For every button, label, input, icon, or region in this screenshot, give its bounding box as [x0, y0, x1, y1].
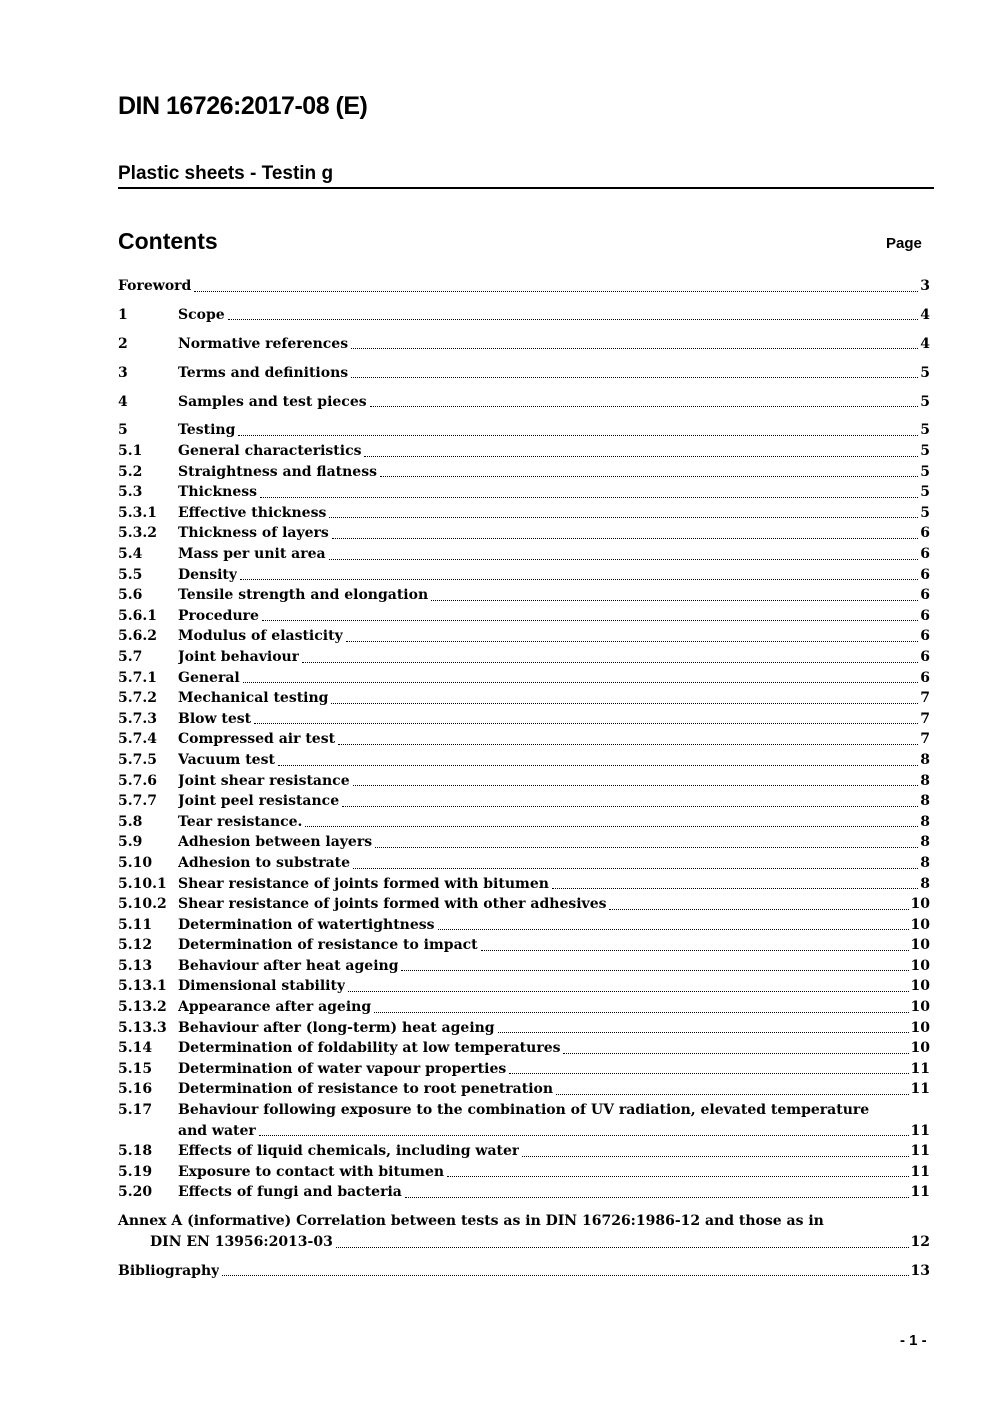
toc-entry[interactable] [118, 523, 930, 544]
contents-heading: Contents [118, 228, 218, 254]
toc-entry-title: Bibliography [118, 1262, 220, 1279]
dot-leader [401, 970, 908, 971]
toc-entry-title: Exposure to contact with bitumen [178, 1163, 445, 1180]
toc-entry[interactable] [118, 709, 930, 730]
toc-entry-number: 5.13.1 [118, 978, 167, 995]
toc-entry-page: 6 [920, 607, 930, 624]
dot-leader [331, 703, 918, 704]
dot-leader [481, 950, 909, 951]
toc-entry-number: 5.10 [118, 854, 153, 871]
toc-entry-number: 5.7.6 [118, 772, 157, 789]
toc-entry-title: Thickness of layers [178, 525, 329, 542]
toc-entry-title: Compressed air test [178, 731, 336, 748]
toc-entry-page: 12 [910, 1233, 930, 1250]
dot-leader [552, 888, 918, 889]
toc-entry[interactable] [118, 276, 930, 297]
dot-leader [329, 559, 919, 560]
toc-entry-number: 5.7.1 [118, 669, 157, 686]
dot-leader [342, 806, 918, 807]
toc-entry-number: 3 [118, 364, 128, 381]
toc-entry[interactable] [118, 626, 930, 647]
toc-entry-number: 1 [118, 306, 128, 323]
dot-leader [243, 682, 919, 683]
toc-entry-page: 10 [910, 937, 930, 954]
dot-leader [438, 929, 909, 930]
dot-leader [370, 406, 919, 407]
toc-entry-title: Behaviour after heat ageing [178, 957, 399, 974]
toc-entry-number: 5.6.1 [118, 607, 157, 624]
toc-entry-title: Effects of fungi and bacteria [178, 1184, 402, 1201]
toc-entry-number: 5.7.3 [118, 710, 157, 727]
toc-entry-number: 5.15 [118, 1060, 153, 1077]
toc-entry-page: 4 [920, 335, 930, 352]
toc-entry-number: 5.17 [118, 1102, 153, 1119]
dot-leader [336, 1247, 909, 1248]
dot-leader [556, 1094, 908, 1095]
toc-entry-number: 5.5 [118, 566, 143, 583]
toc-entry[interactable] [118, 1038, 930, 1059]
toc-entry-title: Scope [178, 306, 225, 323]
toc-entry-page: 8 [920, 875, 930, 892]
dot-leader [609, 909, 908, 910]
toc-entry[interactable] [118, 441, 930, 462]
toc-entry-page: 4 [920, 306, 930, 323]
toc-entry-title: Foreword [118, 278, 192, 294]
toc-entry[interactable] [118, 1141, 930, 1162]
toc-entry-page: 8 [920, 772, 930, 789]
toc-entry[interactable] [118, 647, 930, 668]
toc-entry-title: Effective thickness [178, 504, 327, 521]
document-title: DIN 16726:2017-08 (E) [118, 92, 368, 120]
dot-leader [522, 1156, 908, 1157]
toc-entry[interactable] [118, 915, 930, 936]
toc-entry-number: 5.12 [118, 937, 153, 954]
dot-leader [302, 662, 918, 663]
dot-leader [348, 991, 908, 992]
toc-entry-title: Dimensional stability [178, 978, 346, 995]
toc-entry-title: Behaviour following exposure to the combination of UV radiation, elevated temperature [178, 1102, 870, 1119]
toc-entry-number: 5.3.2 [118, 525, 157, 542]
toc-entry-title: Determination of watertightness [178, 916, 435, 933]
dot-leader [194, 291, 918, 292]
toc-entry-page: 5 [920, 463, 930, 480]
toc-entry-page: 6 [920, 648, 930, 665]
toc-entry-page: 5 [920, 422, 930, 439]
toc-entry-title: Mass per unit area [178, 546, 326, 563]
toc-entry[interactable] [118, 1182, 930, 1203]
toc-entry[interactable] [118, 976, 930, 997]
toc-entry-title: Tear resistance. [178, 813, 303, 830]
toc-entry-title: Joint peel resistance [178, 793, 340, 810]
document-subtitle: Plastic sheets - Testin g [118, 163, 934, 189]
toc-entry-page: 6 [920, 587, 930, 604]
toc-entry-title: Procedure [178, 607, 259, 624]
toc-entry-page: 3 [920, 278, 930, 294]
dot-leader [262, 620, 918, 621]
toc-entry-title: Behaviour after (long-term) heat ageing [178, 1019, 495, 1036]
toc-entry[interactable] [118, 729, 930, 750]
toc-entry[interactable] [118, 392, 930, 413]
dot-leader [374, 1012, 908, 1013]
toc-entry-number: 5.6 [118, 587, 143, 604]
toc-entry-title: Tensile strength and elongation [178, 587, 429, 604]
toc-entry-number: 5.8 [118, 813, 143, 830]
toc-entry[interactable] [118, 812, 930, 833]
dot-leader [332, 538, 918, 539]
toc-entry-title: Shear resistance of joints formed with bitumen [178, 875, 549, 892]
toc-entry-number: 5.14 [118, 1040, 153, 1057]
toc-entry-page: 8 [920, 793, 930, 810]
toc-entry-number: 5.3 [118, 484, 143, 501]
toc-entry-page: 10 [910, 896, 930, 913]
toc-entry-title: General [178, 669, 240, 686]
toc-entry[interactable] [118, 420, 930, 441]
table-of-contents [118, 276, 930, 1281]
toc-entry-number: 5.10.1 [118, 875, 167, 892]
toc-entry-page: 7 [920, 690, 930, 707]
dot-leader [222, 1275, 908, 1276]
toc-entry[interactable] [118, 585, 930, 606]
page-number-footer: - 1 - [900, 1332, 927, 1349]
toc-entry-number: 5.3.1 [118, 504, 157, 521]
toc-entry-page: 10 [910, 916, 930, 933]
toc-entry-line [118, 1100, 930, 1121]
toc-entry-number: 5.20 [118, 1184, 153, 1201]
toc-entry-title: Testing [178, 422, 236, 439]
toc-entry-number: 4 [118, 393, 128, 410]
toc-entry-title: Effects of liquid chemicals, including water [178, 1143, 520, 1160]
toc-entry-title-continued: and water [178, 1122, 256, 1139]
dot-leader [447, 1176, 908, 1177]
toc-entry-page: 6 [920, 669, 930, 686]
toc-entry-number: 5.7.2 [118, 690, 157, 707]
toc-entry-title: Normative references [178, 335, 349, 352]
toc-entry[interactable] [118, 1018, 930, 1039]
toc-entry-page: 13 [910, 1262, 930, 1279]
toc-entry-title: Modulus of elasticity [178, 628, 343, 645]
annex-title-continued: DIN EN 13956:2013-03 [150, 1233, 333, 1250]
toc-entry-line [118, 1232, 930, 1253]
toc-entry-number: 5.16 [118, 1081, 153, 1098]
toc-entry-title: Density [178, 566, 238, 583]
toc-entry-page: 5 [920, 504, 930, 521]
dot-leader [240, 579, 918, 580]
toc-entry-title: Appearance after ageing [178, 999, 372, 1016]
toc-entry-page: 8 [920, 834, 930, 851]
toc-entry-page: 5 [920, 364, 930, 381]
toc-entry[interactable] [118, 771, 930, 792]
toc-entry-page: 6 [920, 628, 930, 645]
toc-entry[interactable] [118, 544, 930, 565]
dot-leader [351, 348, 918, 349]
toc-entry-page: 10 [910, 978, 930, 995]
toc-entry-page: 7 [920, 710, 930, 727]
toc-entry[interactable] [118, 1162, 930, 1183]
toc-entry[interactable] [118, 791, 930, 812]
toc-entry-page: 11 [910, 1081, 930, 1098]
toc-entry[interactable] [118, 750, 930, 771]
toc-entry[interactable] [118, 853, 930, 874]
toc-entry-title: Vacuum test [178, 751, 275, 768]
toc-entry-title: Samples and test pieces [178, 393, 367, 410]
toc-entry-number: 5.13 [118, 957, 153, 974]
dot-leader [259, 1135, 909, 1136]
dot-leader [405, 1197, 909, 1198]
toc-entry-page: 6 [920, 566, 930, 583]
toc-entry-page: 11 [910, 1060, 930, 1077]
toc-entry-page: 10 [910, 1019, 930, 1036]
toc-entry-page: 7 [920, 731, 930, 748]
toc-entry-title: Mechanical testing [178, 690, 329, 707]
toc-entry-title: Joint shear resistance [178, 772, 350, 789]
toc-entry[interactable] [118, 935, 930, 956]
toc-entry-page: 11 [910, 1122, 930, 1139]
toc-entry-title: Determination of resistance to root penetration [178, 1081, 554, 1098]
toc-entry-page: 8 [920, 854, 930, 871]
toc-entry-number: 5.2 [118, 463, 143, 480]
dot-leader [260, 497, 918, 498]
dot-leader [353, 785, 919, 786]
toc-entry-number: 5.13.3 [118, 1019, 167, 1036]
toc-entry-number: 5.19 [118, 1163, 153, 1180]
toc-entry[interactable] [118, 832, 930, 853]
toc-entry-number: 5.4 [118, 546, 143, 563]
toc-entry-number: 5.7 [118, 648, 143, 665]
toc-entry[interactable] [118, 305, 930, 326]
toc-entry-page: 8 [920, 813, 930, 830]
dot-leader [346, 641, 919, 642]
toc-entry-number: 5.6.2 [118, 628, 157, 645]
toc-entry-number: 5.10.2 [118, 896, 167, 913]
toc-entry-title: Shear resistance of joints formed with other adhesives [178, 896, 607, 913]
toc-entry-line [118, 1121, 930, 1142]
dot-leader [353, 868, 918, 869]
toc-entry-page: 11 [910, 1163, 930, 1180]
toc-entry[interactable] [118, 565, 930, 586]
toc-entry[interactable] [118, 1079, 930, 1100]
toc-entry-title: Terms and definitions [178, 364, 349, 381]
toc-entry-page: 10 [910, 999, 930, 1016]
toc-entry-number: 5.7.5 [118, 751, 157, 768]
toc-entry-title: Thickness [178, 484, 257, 501]
toc-entry[interactable] [118, 956, 930, 977]
toc-entry-number: 5.7.7 [118, 793, 157, 810]
toc-entry-page: 6 [920, 546, 930, 563]
toc-entry-number: 5.11 [118, 916, 153, 933]
page-column-heading: Page [886, 235, 922, 252]
toc-entry-title: Straightness and flatness [178, 463, 377, 480]
toc-entry-number: 5.1 [118, 443, 143, 460]
dot-leader [498, 1032, 909, 1033]
toc-entry-page: 8 [920, 751, 930, 768]
toc-entry[interactable] [118, 363, 930, 384]
toc-entry[interactable] [118, 334, 930, 355]
toc-entry[interactable] [118, 997, 930, 1018]
dot-leader [509, 1073, 908, 1074]
dot-leader [254, 723, 918, 724]
toc-entry-number: 5.9 [118, 834, 143, 851]
toc-entry-page: 11 [910, 1184, 930, 1201]
toc-entry-title: Determination of foldability at low temperatures [178, 1040, 561, 1057]
annex-title: Annex A (informative) Correlation between tests as in DIN 16726:1986-12 and those as in [118, 1213, 824, 1230]
toc-entry[interactable] [118, 606, 930, 627]
toc-entry-title: Blow test [178, 710, 252, 727]
toc-entry-number: 5 [118, 422, 128, 439]
toc-entry-title: Adhesion between layers [178, 834, 373, 851]
dot-leader [329, 517, 918, 518]
toc-entry-title: Joint behaviour [178, 648, 300, 665]
toc-entry-number: 5.7.4 [118, 731, 157, 748]
dot-leader [238, 435, 918, 436]
toc-entry-number: 5.18 [118, 1143, 153, 1160]
toc-entry-title: Adhesion to substrate [178, 854, 351, 871]
dot-leader [364, 456, 918, 457]
toc-entry-bibliography[interactable] [118, 1261, 930, 1282]
dot-leader [380, 476, 918, 477]
dot-leader [278, 765, 918, 766]
dot-leader [375, 847, 918, 848]
dot-leader [431, 600, 918, 601]
toc-entry-annex[interactable] [118, 1211, 930, 1252]
toc-entry-page: 10 [910, 1040, 930, 1057]
toc-entry-page: 10 [910, 957, 930, 974]
toc-entry-number: 5.13.2 [118, 999, 167, 1016]
toc-entry[interactable] [118, 482, 930, 503]
toc-entry-page: 6 [920, 525, 930, 542]
toc-entry[interactable] [118, 1059, 930, 1080]
toc-entry-page: 11 [910, 1143, 930, 1160]
dot-leader [563, 1053, 908, 1054]
toc-entry[interactable] [118, 462, 930, 483]
toc-entry[interactable] [118, 874, 930, 895]
toc-entry-title: Determination of resistance to impact [178, 937, 478, 954]
toc-entry[interactable] [118, 668, 930, 689]
dot-leader [351, 377, 918, 378]
toc-entry[interactable] [118, 1100, 930, 1141]
toc-entry-title: Determination of water vapour properties [178, 1060, 507, 1077]
toc-entry-page: 5 [920, 443, 930, 460]
toc-entry[interactable] [118, 503, 930, 524]
dot-leader [305, 826, 918, 827]
toc-entry-title: General characteristics [178, 443, 362, 460]
dot-leader [338, 744, 918, 745]
toc-entry-page: 5 [920, 393, 930, 410]
toc-entry-page: 5 [920, 484, 930, 501]
toc-entry[interactable] [118, 894, 930, 915]
dot-leader [228, 319, 919, 320]
toc-entry[interactable] [118, 688, 930, 709]
toc-entry-number: 2 [118, 335, 128, 352]
